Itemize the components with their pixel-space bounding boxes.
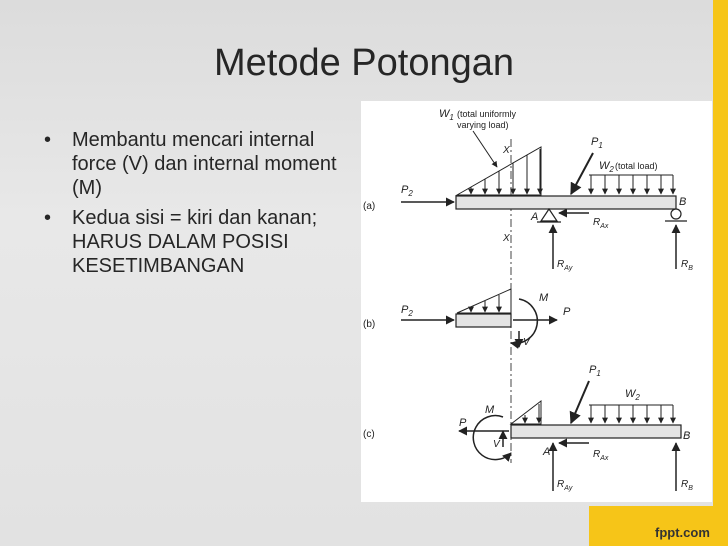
b-label-a: B — [679, 196, 687, 208]
rb-label-c: $R_B$ — [681, 479, 693, 492]
beam-b-left — [456, 314, 511, 327]
bullet-item — [40, 206, 350, 278]
w2-arrows-c — [591, 405, 673, 423]
bullet-text: Membantu mencari internal force (V) dan internal moment (M) — [72, 129, 337, 199]
slide-title: Metode Potongan — [213, 42, 514, 84]
panel-c-label: (c) — [363, 429, 375, 440]
p2-label-b: $P_2$ — [401, 304, 413, 318]
b-label-c: B — [683, 430, 691, 442]
bullet-dot: • — [44, 207, 52, 229]
panel-c — [363, 364, 693, 492]
panel-a — [363, 108, 693, 272]
m-label-c: M — [485, 404, 495, 416]
accent-corner — [713, 506, 728, 546]
triangular-load-arrows-c — [525, 404, 539, 423]
p-label-b: P — [563, 306, 571, 318]
w2-desc: (total load) — [615, 161, 658, 171]
w1-label: $W_1$ — [439, 108, 454, 122]
accent-bar-vertical — [713, 0, 728, 506]
v-label-b: V — [523, 337, 530, 348]
a-label-a: A — [531, 211, 539, 223]
triangular-load-c — [511, 401, 541, 424]
brand-watermark: fppt.com — [655, 525, 710, 540]
pin-support-a — [541, 209, 557, 221]
bullet-text: Kedua sisi = kiri dan kanan; HARUS DALAM POSISI KESETIMBANGAN — [72, 207, 318, 277]
rb-label-a: $R_B$ — [681, 259, 693, 272]
x-label-top: X — [503, 145, 510, 156]
rax-label-a: $R_{Ax}$ — [593, 217, 609, 230]
p2-label-a: $P_2$ — [401, 184, 413, 198]
p1-arrow-c — [571, 381, 589, 423]
x-label-bottom: X — [503, 233, 510, 244]
roller-support-b — [671, 209, 681, 219]
w1-desc-line1: (total uniformly — [457, 109, 517, 119]
rax-label-c: $R_{Ax}$ — [593, 449, 609, 462]
panel-b-label: (b) — [363, 319, 376, 330]
bullet-list — [40, 128, 350, 284]
panel-b — [363, 289, 571, 348]
w1-pointer — [473, 131, 497, 167]
panel-a-label: (a) — [363, 201, 376, 212]
p1-arrow-a — [571, 153, 593, 194]
beam-c-right — [511, 425, 681, 438]
beam-a — [456, 196, 676, 209]
ray-label-c: $R_{Ay}$ — [557, 479, 573, 492]
triangular-load-b — [457, 289, 511, 313]
p-label-c: P — [459, 417, 467, 429]
w2-arrows-a — [591, 175, 673, 194]
m-label-b: M — [539, 292, 549, 304]
w1-desc-line2: varying load) — [457, 120, 509, 130]
w2-label-c: $W_2$ — [625, 388, 640, 402]
moment-arc-c — [473, 416, 511, 460]
a-label-c: A — [543, 446, 551, 458]
p1-label: $P_1$ — [591, 136, 603, 150]
beam-diagram-figure — [361, 101, 712, 502]
triangular-load-arrows-b — [471, 295, 499, 312]
v-label-c: V — [493, 439, 500, 450]
ray-label-a: $R_{Ay}$ — [557, 259, 573, 272]
bullet-dot: • — [44, 129, 52, 151]
bullet-item — [40, 128, 350, 200]
w2-label: $W_2$ — [599, 160, 614, 174]
p1-label-c: $P_1$ — [589, 364, 601, 378]
beam-diagram — [361, 101, 712, 502]
